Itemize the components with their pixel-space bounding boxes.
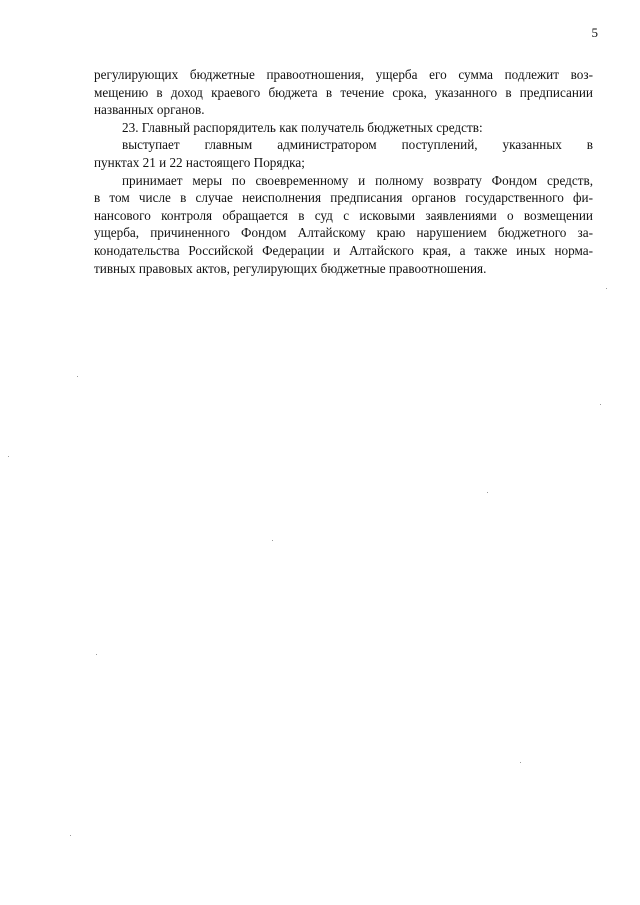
scan-speck [600, 404, 601, 405]
page-number: 5 [591, 25, 598, 40]
scan-speck [8, 456, 9, 457]
text-line: регулирующих бюджетные правоотношения, ущерба его сумма подлежит воз- [94, 67, 593, 82]
text-line: нансового контроля обращается в суд с исковыми заявлениями о возмещении [94, 207, 593, 223]
text-line: названных органов. [94, 102, 205, 118]
paragraph-revenue-administrator [94, 136, 593, 171]
scan-speck [70, 835, 71, 836]
document-body [94, 66, 593, 277]
text-line: тивных правовых актов, регулирующих бюджетные правоотношения. [94, 260, 487, 276]
text-line: мещению в доход краевого бюджета в течение срока, указанного в предписании [94, 84, 593, 100]
text-line: конодательства Российской Федерации и Алтайского края, а также иных норма- [94, 242, 593, 258]
scan-speck [487, 492, 488, 493]
scan-speck [606, 288, 607, 289]
text-line: 23. Главный распорядитель как получатель бюджетных средств: [122, 119, 483, 135]
text-line: выступает главным администратором поступлений, указанных в [122, 137, 593, 153]
text-line: принимает меры по своевременному и полному возврату Фондом средств, [122, 172, 593, 188]
text-line: пунктах 21 и 22 настоящего Порядка; [94, 154, 305, 170]
scan-speck [272, 540, 273, 541]
scan-speck [77, 376, 78, 377]
paragraph-refund-measures [94, 172, 593, 278]
text-line: ущерба, причиненного Фондом Алтайскому краю нарушением бюджетного за- [94, 225, 593, 241]
scan-speck [520, 762, 521, 763]
text-line: в том числе в случае неисполнения предписания органов государственного фи- [94, 190, 593, 206]
paragraph-damage-compensation [94, 66, 593, 119]
paragraph-clause-23 [94, 119, 593, 137]
scan-speck [96, 654, 97, 655]
